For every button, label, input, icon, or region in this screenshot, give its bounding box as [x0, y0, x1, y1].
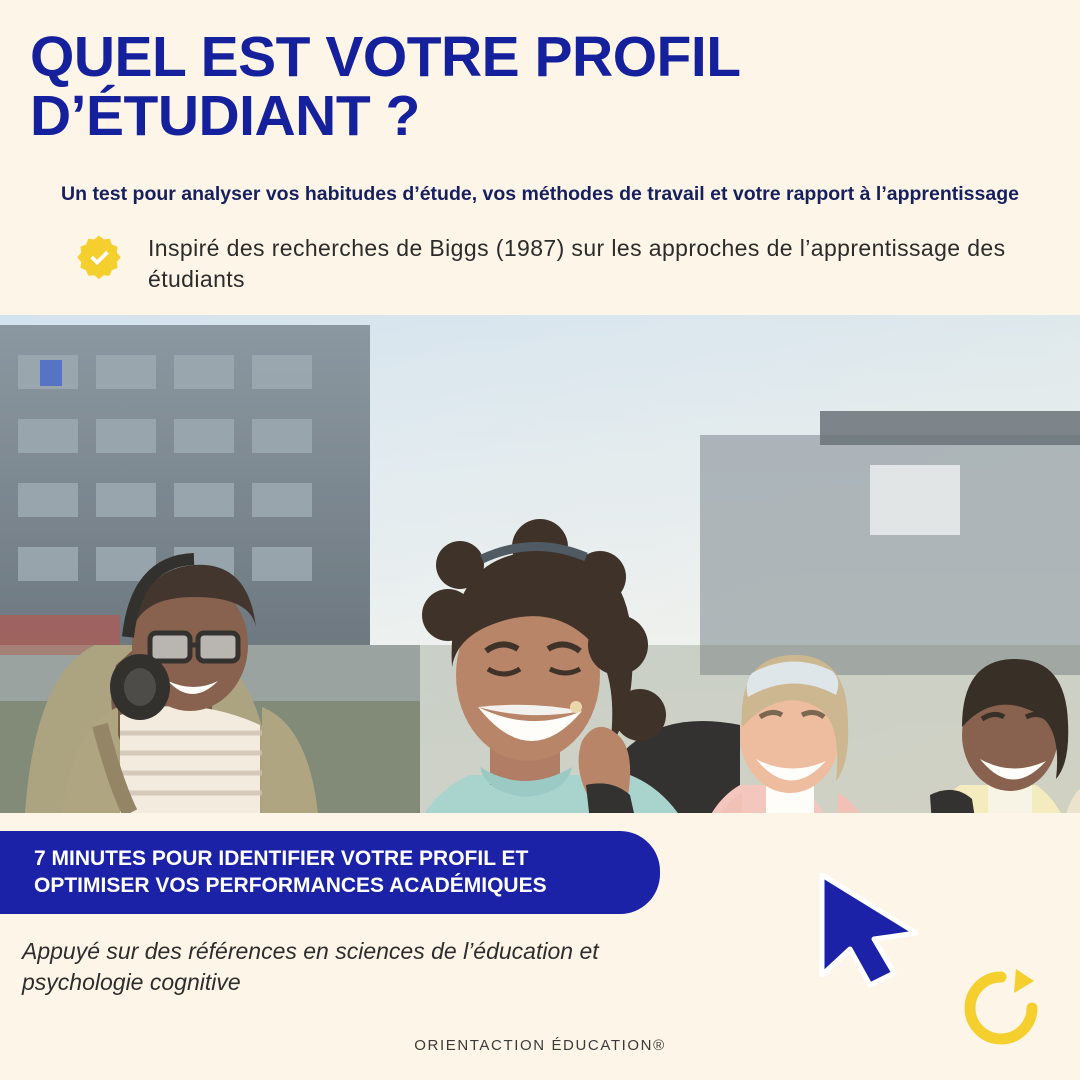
- page-title: QUEL EST VOTRE PROFIL D’ÉTUDIANT ?: [30, 25, 740, 149]
- subtitle: Un test pour analyser vos habitudes d’étude, vos méthodes de travail et votre rapport à l’apprentissage: [61, 182, 1019, 205]
- badge-text: Inspiré des recherches de Biggs (1987) sur les approches de l’apprentissage des étudiants: [148, 234, 1006, 292]
- cursor-arrow-icon: [812, 871, 932, 994]
- badge-row: [30, 233, 1050, 295]
- header: [0, 0, 1080, 295]
- bottom-section: [0, 813, 1080, 1080]
- cta-banner: 7 MINUTES POUR IDENTIFIER VOTRE PROFIL ET OPTIMISER VOS PERFORMANCES ACADÉMIQUES: [0, 831, 660, 914]
- footnote: Appuyé sur des références en sciences de l’éducation et psychologie cognitive: [22, 937, 599, 995]
- hero-photo: [0, 315, 1080, 813]
- check-badge-icon: [76, 235, 122, 281]
- brand-footer: ORIENTACTION ÉDUCATION®: [414, 1037, 666, 1054]
